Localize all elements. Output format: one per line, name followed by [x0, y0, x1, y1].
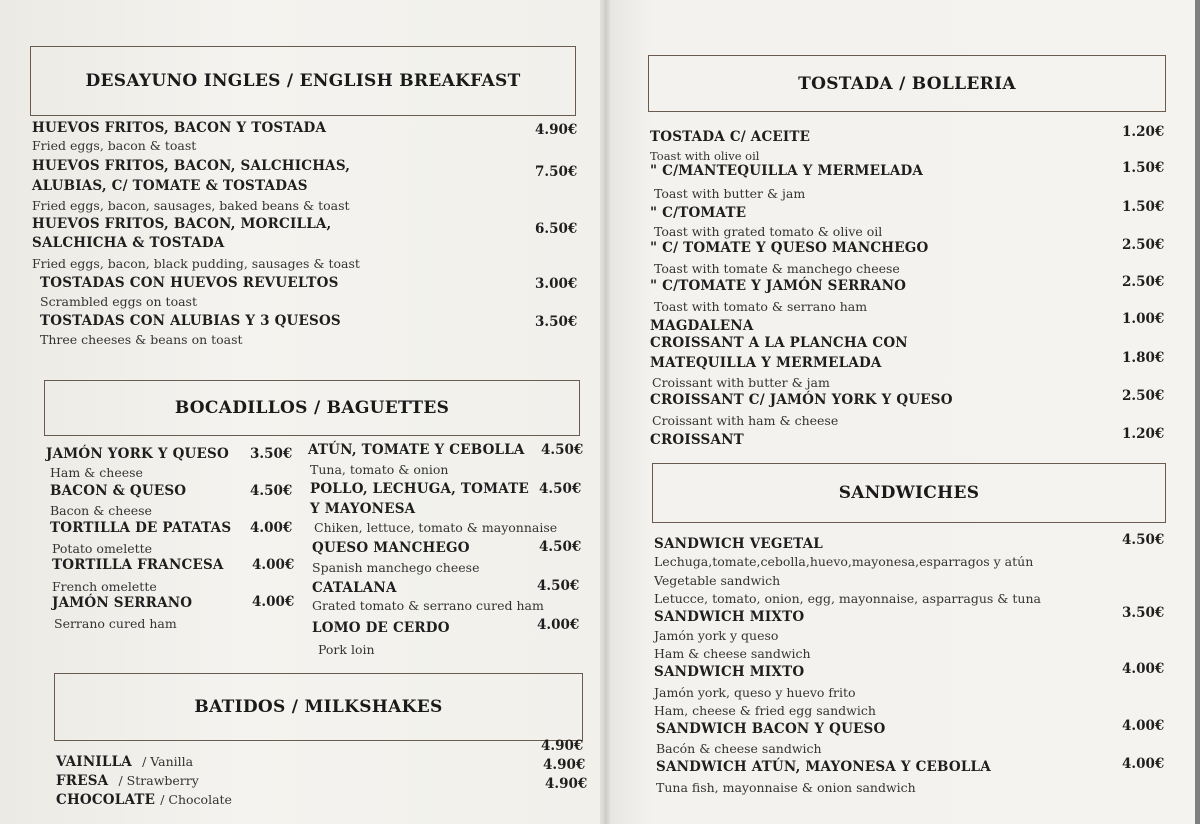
item-desc: Fried eggs, bacon, sausages, baked beans & toast	[32, 198, 350, 213]
item-price: 4.00€	[250, 520, 293, 536]
item-name-line2: ALUBIAS, C/ TOMATE & TOSTADAS	[32, 178, 308, 194]
item-price: 6.50€	[535, 221, 578, 237]
item-name: TORTILLA DE PATATAS	[50, 520, 232, 536]
section-title: BOCADILLOS / BAGUETTES	[174, 398, 450, 418]
item-price: 4.50€	[541, 442, 584, 458]
item-name-line2: MATEQUILLA Y MERMELADA	[650, 355, 882, 371]
item-desc: Toast with tomato & serrano ham	[654, 299, 868, 314]
item-desc: Ham & cheese sandwich	[654, 646, 811, 661]
item-price: 4.00€	[1122, 661, 1165, 677]
item-name: SANDWICH BACON Y QUESO	[656, 721, 886, 737]
item-desc: Fried eggs, bacon, black pudding, sausages & toast	[32, 256, 360, 271]
item-desc: / Vanilla	[142, 754, 194, 769]
item-name: SANDWICH ATÚN, MAYONESA Y CEBOLLA	[656, 759, 991, 775]
item-price: 4.00€	[252, 594, 295, 610]
item-desc: Fried eggs, bacon & toast	[32, 138, 197, 153]
item-price: 4.00€	[1122, 718, 1165, 734]
item-price: 1.80€	[1122, 350, 1165, 366]
section-header-sandwiches	[652, 463, 1166, 523]
item-price: 4.00€	[1122, 756, 1165, 772]
item-name: TORTILLA FRANCESA	[52, 557, 224, 573]
item-price: 4.50€	[1122, 532, 1165, 548]
item-name: " C/TOMATE	[650, 205, 747, 221]
item-price: 2.50€	[1122, 274, 1165, 290]
item-desc: French omelette	[52, 579, 157, 594]
item-price: 3.00€	[535, 276, 578, 292]
item-desc: Spanish manchego cheese	[312, 560, 480, 575]
item-price: 2.50€	[1122, 237, 1165, 253]
item-price: 3.50€	[535, 314, 578, 330]
item-price: 4.00€	[537, 617, 580, 633]
item-desc: Ham, cheese & fried egg sandwich	[654, 703, 876, 718]
item-name: JAMÓN YORK Y QUESO	[46, 446, 229, 462]
item-price: 1.20€	[1122, 426, 1165, 442]
item-desc: Tuna fish, mayonnaise & onion sandwich	[656, 780, 916, 795]
item-price: 1.50€	[1122, 160, 1165, 176]
item-name: LOMO DE CERDO	[312, 620, 450, 636]
item-desc: Letucce, tomato, onion, egg, mayonnaise, asparragus & tuna	[654, 591, 1041, 606]
item-price: 4.90€	[543, 757, 586, 773]
item-name-line2: SALCHICHA & TOSTADA	[32, 235, 225, 251]
item-name: JAMÓN SERRANO	[52, 595, 193, 611]
item-price: 2.50€	[1122, 388, 1165, 404]
item-name: CROISSANT	[650, 432, 744, 448]
item-name: SANDWICH MIXTO	[654, 664, 805, 680]
item-desc: Jamón york y queso	[654, 628, 779, 643]
item-desc: Jamón york, queso y huevo frito	[654, 685, 856, 700]
item-name: MAGDALENA	[650, 318, 754, 334]
item-name: HUEVOS FRITOS, BACON, MORCILLA,	[32, 216, 332, 232]
section-title: TOSTADA / BOLLERIA	[798, 73, 1016, 94]
item-desc: Three cheeses & beans on toast	[40, 332, 243, 347]
item-name: QUESO MANCHEGO	[312, 540, 470, 556]
item-name: HUEVOS FRITOS, BACON, SALCHICHAS,	[32, 158, 351, 174]
item-name: VAINILLA	[56, 754, 132, 770]
item-name: SANDWICH MIXTO	[654, 609, 805, 625]
section-title: SANDWICHES	[838, 483, 980, 503]
item-desc: Bacon & cheese	[50, 503, 152, 518]
item-desc: Croissant with ham & cheese	[652, 413, 839, 428]
item-desc: Toast with grated tomato & olive oil	[654, 224, 883, 239]
item-name: TOSTADAS CON HUEVOS REVUELTOS	[40, 275, 339, 291]
section-header-baguettes	[44, 380, 580, 436]
item-desc: / Chocolate	[160, 792, 232, 807]
item-price: 4.50€	[539, 481, 582, 497]
section-header-breakfast	[30, 46, 576, 116]
page-fold	[600, 0, 610, 824]
item-desc: Chiken, lettuce, tomato & mayonnaise	[314, 520, 558, 535]
item-price: 4.90€	[545, 776, 588, 792]
item-name: " C/ TOMATE Y QUESO MANCHEGO	[650, 240, 929, 256]
item-price: 4.90€	[541, 738, 584, 754]
item-price: 1.00€	[1122, 311, 1165, 327]
item-desc: Toast with olive oil	[650, 149, 760, 163]
item-desc: Toast with butter & jam	[654, 186, 806, 201]
item-name: FRESA	[56, 773, 109, 789]
item-name-line2: Y MAYONESA	[310, 501, 416, 517]
item-price: 3.50€	[1122, 605, 1165, 621]
item-desc: Lechuga,tomate,cebolla,huevo,mayonesa,esparragos y atún	[654, 554, 1034, 569]
item-price: 4.90€	[535, 122, 578, 138]
item-price: 4.50€	[537, 578, 580, 594]
item-desc: / Strawberry	[118, 773, 199, 788]
item-desc: Vegetable sandwich	[654, 573, 781, 588]
item-name: POLLO, LECHUGA, TOMATE	[310, 481, 529, 497]
item-desc: Scrambled eggs on toast	[40, 294, 197, 309]
item-name: SANDWICH VEGETAL	[654, 536, 824, 552]
item-name: CROISSANT C/ JAMÓN YORK Y QUESO	[650, 392, 953, 408]
item-price: 4.50€	[250, 483, 293, 499]
item-desc: Potato omelette	[52, 541, 153, 556]
item-name: CHOCOLATE	[56, 792, 156, 808]
section-header-toast	[648, 55, 1166, 112]
item-name: TOSTADA C/ ACEITE	[650, 129, 811, 145]
item-price: 3.50€	[250, 446, 293, 462]
section-title: DESAYUNO INGLES / ENGLISH BREAKFAST	[85, 71, 521, 91]
item-name: " C/MANTEQUILLA Y MERMELADA	[650, 163, 924, 179]
item-desc: Croissant with butter & jam	[652, 375, 830, 390]
section-header-milkshakes	[54, 673, 583, 741]
item-name: TOSTADAS CON ALUBIAS Y 3 QUESOS	[40, 313, 341, 329]
item-desc: Toast with tomate & manchego cheese	[654, 261, 900, 276]
item-desc: Grated tomato & serrano cured ham	[312, 598, 544, 613]
menu-right-page	[605, 0, 1195, 824]
item-price: 1.50€	[1122, 199, 1165, 215]
item-name: " C/TOMATE Y JAMÓN SERRANO	[650, 278, 907, 294]
item-name: CROISSANT A LA PLANCHA CON	[650, 335, 908, 351]
item-name: ATÚN, TOMATE Y CEBOLLA	[308, 442, 525, 458]
item-name: BACON & QUESO	[50, 483, 187, 499]
item-desc: Serrano cured ham	[54, 616, 177, 631]
item-desc: Bacón & cheese sandwich	[656, 741, 822, 756]
item-desc: Tuna, tomato & onion	[310, 462, 449, 477]
item-price: 7.50€	[535, 164, 578, 180]
item-price: 4.00€	[252, 557, 295, 573]
item-desc: Pork loin	[318, 642, 375, 657]
item-price: 1.20€	[1122, 124, 1165, 140]
section-title: BATIDOS / MILKSHAKES	[194, 697, 443, 717]
item-name: CATALANA	[312, 580, 397, 596]
item-name: HUEVOS FRITOS, BACON Y TOSTADA	[32, 120, 327, 136]
item-desc: Ham & cheese	[50, 465, 143, 480]
item-price: 4.50€	[539, 539, 582, 555]
